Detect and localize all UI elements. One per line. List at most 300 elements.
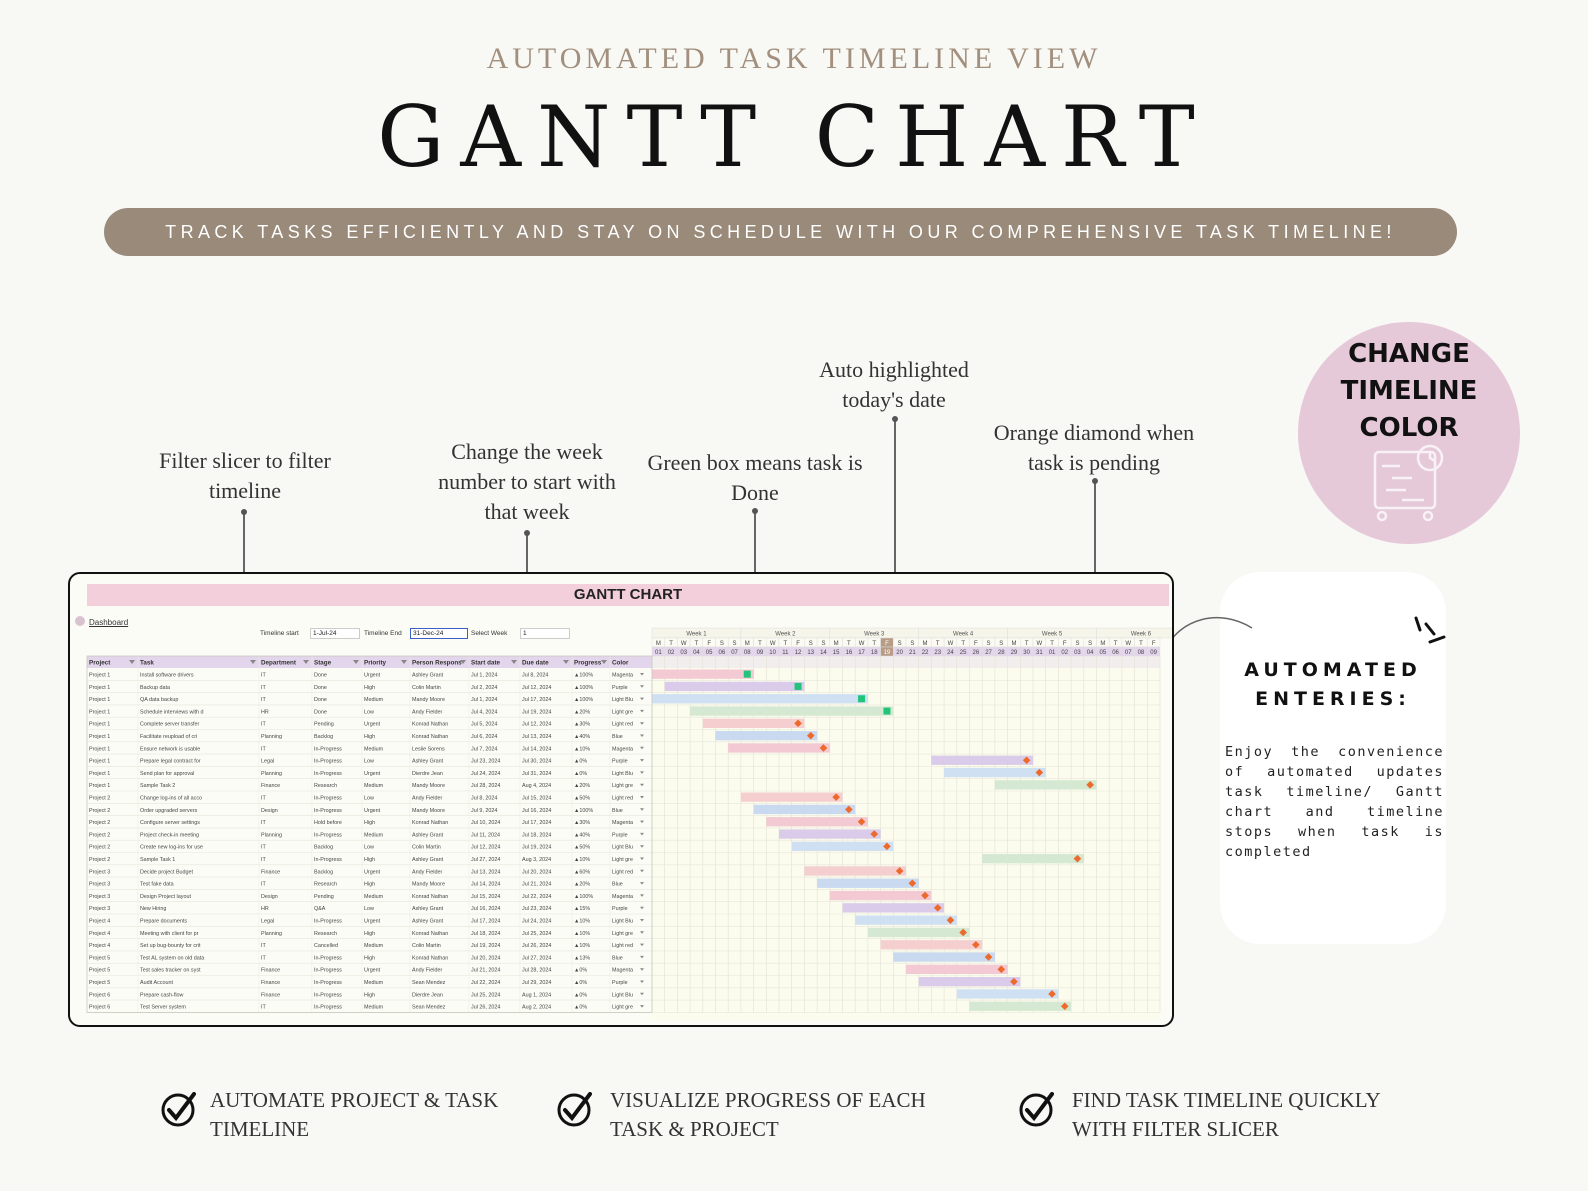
title-line: AUTOMATED [1244,659,1422,681]
table-cell: Medium [364,980,384,986]
table-cell: Project 5 [89,980,111,986]
check-circle-icon [556,1092,592,1128]
gantt-bar [665,682,805,691]
table-cell: ▲20% [574,783,591,790]
gantt-bar [690,706,893,715]
table-cell: ▲100% [574,672,594,679]
timeline-start-label: Timeline start [260,630,299,637]
day-letter: F [707,641,711,647]
day-number: 25 [959,650,967,656]
table-cell: Light Blu [612,770,633,777]
table-cell: Konrad Nathan [412,734,449,740]
table-cell: Low [364,758,374,765]
table-cell: High [364,734,376,740]
table-cell: Light gre [612,783,633,790]
page-title: GANTT CHART [377,88,1211,186]
day-letter: W [1036,641,1043,647]
table-cell: Sample Task 1 [140,857,176,863]
table-cell: Complete server transfer [140,721,200,728]
table-cell: Project 1 [89,783,111,790]
table-cell: Project 2 [89,832,111,839]
table-cell: Project 2 [89,795,111,802]
table-cell: Jul 6, 2024 [471,734,498,740]
tagline-banner: TRACK TASKS EFFICIENTLY AND STAY ON SCHEDULE WITH OUR COMPREHENSIVE TASK TIMELINE! [104,208,1457,256]
feature-line: FIND TASK TIMELINE QUICKLY [1072,1088,1381,1112]
day-number: 07 [1124,650,1132,656]
table-cell: Purple [612,906,628,913]
table-cell: Ashley Grant [412,918,444,925]
table-cell: Hold before [314,820,342,827]
table-cell: Blue [612,881,623,888]
day-number: 14 [820,650,827,656]
table-cell: IT [261,795,266,802]
select-week-label: Select Week [471,630,508,637]
table-cell: Finance [261,992,281,999]
day-letter: T [872,641,877,647]
table-cell: Andy Fielder [412,795,443,802]
select-week-field[interactable]: 1 [520,628,570,639]
callout-green-box: Green box means task is Done [647,450,863,505]
table-cell: Finance [261,869,281,876]
day-letter: T [935,641,940,647]
table-cell: Magenta [612,820,633,827]
day-number: 02 [667,650,675,656]
table-cell: Light gre [612,930,633,937]
gantt-bar [919,977,1021,986]
table-cell: Ensure network is usable [140,746,201,753]
color-dropdown-icon [640,931,644,934]
table-cell: Light red [612,869,633,876]
callout-change-week: Change the week number to start with that week [438,439,616,524]
table-cell: Pending [314,893,334,900]
callout-dot [752,508,758,514]
gantt-bar [652,694,868,703]
color-dropdown-icon [640,821,644,824]
day-number: 02 [1061,650,1069,656]
gantt-bar [830,891,932,900]
week-label: Week 6 [1130,631,1152,638]
day-number: 04 [693,650,700,656]
color-dropdown-icon [640,673,644,676]
table-cell: Backlog [314,734,334,740]
day-letter: T [783,641,788,647]
table-cell: ▲0% [574,967,588,974]
gantt-bar [754,805,856,814]
table-cell: ▲100% [574,697,594,704]
table-cell: Project 6 [89,992,111,999]
table-cell: ▲0% [574,980,588,986]
table-cell: Planning [261,770,282,777]
table-cell: ▲40% [574,734,591,740]
table-cell: Done [314,672,327,679]
table-cell: Jul 8, 2024 [471,795,498,802]
day-letter: S [1088,641,1093,647]
table-cell: Medium [364,697,384,704]
table-cell: Jul 1, 2024 [471,697,498,704]
day-letter: F [796,641,800,647]
table-cell: ▲0% [574,992,588,999]
day-number: 05 [705,650,713,656]
table-cell: Done [314,697,327,704]
column-header: Due date [522,659,549,667]
gantt-bar [970,1002,1072,1011]
day-number: 19 [883,650,891,656]
dashboard-link[interactable]: Dashboard [89,618,129,627]
table-cell: ▲30% [574,820,591,827]
connector-arc [1160,608,1260,654]
gantt-board-icon [1372,444,1448,524]
color-dropdown-icon [640,993,644,996]
table-cell: Audit Account [140,980,173,986]
table-cell: Design [261,807,278,814]
table-cell: High [364,992,376,999]
table-cell: In-Progress [314,967,342,974]
table-cell: ▲10% [574,930,591,937]
table-cell: Project 1 [89,721,111,728]
day-letter: M [833,641,839,647]
day-number: 05 [1099,650,1107,656]
table-cell: Set up bug-bounty for crit [140,943,201,950]
day-number: 21 [909,650,916,656]
table-cell: Prepare cash-flow [140,992,184,999]
table-cell: Konrad Nathan [412,930,449,937]
callout-filter-slicer: Filter slicer to filter timeline [159,448,331,503]
column-header: Person Respons [412,659,462,667]
color-dropdown-icon [640,968,644,971]
table-cell: IT [261,857,266,863]
table-cell: Project 1 [89,672,111,679]
table-cell: Backlog [314,869,334,876]
column-header: Project [89,659,111,667]
column-header: Department [261,659,296,667]
done-marker [795,683,802,690]
table-cell: Blue [612,955,623,962]
table-cell: Ashley Grant [412,758,444,765]
table-cell: Jul 28, 2024 [522,967,552,974]
day-letter: F [974,641,978,647]
day-letter: M [1011,641,1017,647]
table-cell: Andy Fielder [412,709,443,716]
table-cell: Urgent [364,869,381,876]
table-cell: ▲30% [574,721,591,728]
column-header: Start date [471,659,501,667]
table-cell: Jul 21, 2024 [522,881,552,888]
table-cell: HR [261,709,269,716]
table-cell: Light gre [612,709,633,716]
table-cell: Aug 3, 2024 [522,857,552,863]
change-color-label: CHANGE [1348,339,1470,369]
table-cell: Light Blu [612,992,633,999]
gantt-bar [957,989,1059,998]
table-cell: ▲0% [574,770,588,777]
table-cell: Jul 30, 2024 [522,758,552,765]
sparkle-icon [1412,616,1446,648]
day-letter: S [808,641,813,647]
day-letter: W [680,641,687,647]
table-cell: ▲10% [574,857,591,863]
table-cell: High [364,857,376,863]
table-cell: Ashley Grant [412,857,444,863]
table-cell: Cancelled [314,943,338,950]
table-cell: Project 3 [89,893,111,900]
table-cell: Colin Martin [412,844,441,851]
table-cell: Jul 19, 2024 [471,943,501,950]
table-cell: Jul 1, 2024 [471,672,498,679]
table-cell: Jul 25, 2024 [471,992,501,999]
table-cell: Jul 13, 2024 [522,734,552,740]
day-number: 23 [934,650,942,656]
table-cell: Jul 16, 2024 [471,906,501,913]
table-cell: Planning [261,832,282,839]
gantt-spreadsheet [68,572,1174,1027]
table-cell: Colin Martin [412,684,441,691]
gantt-bar [843,903,945,912]
table-cell: Medium [364,832,384,839]
table-cell: Mandy Moore [412,697,445,704]
table-cell: Project 1 [89,770,111,777]
table-cell: Ashley Grant [412,906,444,913]
table-cell: Light red [612,795,633,802]
table-cell: Jul 7, 2024 [471,746,498,753]
table-cell: Urgent [364,721,381,728]
color-dropdown-icon [640,685,644,688]
table-cell: Design [261,893,278,900]
table-cell: ▲10% [574,918,591,925]
table-cell: Jul 15, 2024 [522,795,552,802]
table-cell: IT [261,955,266,962]
table-cell: Jul 11, 2024 [471,832,500,839]
table-cell: Jul 19, 2024 [522,844,552,851]
table-cell: Jul 2, 2024 [471,684,498,691]
table-cell: Jul 17, 2024 [522,697,552,704]
table-cell: Andy Fielder [412,869,443,876]
day-letter: W [947,641,954,647]
table-cell: Done [314,709,327,716]
table-cell: Test fake data [140,881,174,888]
table-cell: Research [314,930,338,937]
table-cell: Sample Task 2 [140,783,176,790]
color-dropdown-icon [640,858,644,861]
change-color-badge [1298,322,1520,544]
title-line: ENTERIES: [1255,688,1411,710]
page-subtitle: AUTOMATED TASK TIMELINE VIEW [486,42,1102,75]
table-cell: Jul 19, 2024 [522,709,552,716]
table-cell: Light gre [612,857,633,863]
column-header: Color [612,659,629,667]
day-number: 31 [1036,650,1043,656]
table-cell: Jul 15, 2024 [471,893,501,900]
table-cell: ▲20% [574,881,591,888]
day-letter: M [922,641,928,647]
timeline-end-label: Timeline End [364,630,402,637]
day-letter: M [655,641,661,647]
table-cell: Purple [612,684,628,691]
gantt-bar [817,879,919,888]
table-cell: Decide project Budget [140,869,194,876]
table-cell: Light Blu [612,697,633,704]
table-cell: Backup data [140,684,170,691]
table-cell: Project 3 [89,881,111,888]
table-cell: Aug 4, 2024 [522,783,552,790]
table-cell: Schedule interviews with d [140,709,204,716]
table-cell: In-Progress [314,770,342,777]
table-cell: IT [261,684,266,691]
table-cell: In-Progress [314,980,342,986]
column-header: Priority [364,659,387,667]
table-cell: Ashley Grant [412,832,444,839]
color-dropdown-icon [640,833,644,836]
table-cell: Mandy Moore [412,807,445,814]
table-cell: ▲0% [574,1004,588,1011]
day-letter: F [1151,641,1156,647]
week-label: Week 5 [1041,631,1063,638]
day-number: 16 [845,650,853,656]
table-cell: High [364,881,376,888]
day-letter: T [1050,641,1054,647]
day-letter: W [1125,641,1132,647]
table-cell: Test AL system on old data [140,955,205,962]
table-cell: Jul 10, 2024 [471,820,501,827]
table-cell: Jul 14, 2024 [471,881,501,888]
table-cell: Project 1 [89,684,111,691]
gantt-bar [652,670,754,679]
day-letter: S [732,641,737,647]
day-letter: S [999,641,1004,647]
table-cell: Jul 17, 2024 [522,820,552,827]
table-cell: Project 2 [89,820,111,827]
gantt-bar [792,842,894,851]
table-cell: Medium [364,746,384,753]
table-cell: Light Blu [612,844,633,851]
table-cell: Change log-ins of all acco [140,795,203,802]
table-cell: ▲15% [574,906,591,913]
color-dropdown-icon [640,698,644,701]
day-number: 06 [718,650,726,656]
table-cell: Prepare legal contract for [140,758,201,765]
table-cell: IT [261,672,266,679]
table-cell: Send plan for approval [140,770,195,777]
table-cell: Done [314,684,327,691]
color-dropdown-icon [640,735,644,738]
table-cell: Jul 22, 2024 [471,980,501,986]
day-number: 04 [1086,650,1094,656]
table-cell: Purple [612,832,628,839]
table-cell: Project 2 [89,807,111,814]
day-letter: T [1139,641,1143,647]
table-cell: Planning [261,930,282,937]
gantt-grid [70,574,1174,1027]
table-cell: Install software drivers [140,672,194,679]
table-cell: Project 4 [89,943,111,950]
automated-entries-body: Enjoy the convenience of automated updates task timeline/ Gantt chart and timeline stops when task is completed [1225,744,1444,860]
feature-line: TIMELINE [210,1117,310,1141]
table-cell: Sean Mendez [412,980,446,986]
table-cell: Magenta [612,672,633,679]
table-cell: ▲100% [574,684,594,691]
table-cell: ▲20% [574,709,591,716]
table-cell: Jul 12, 2024 [522,721,552,728]
table-cell: New Hiring [140,906,167,913]
table-cell: IT [261,721,266,728]
table-cell: In-Progress [314,1004,342,1011]
callout-dot [892,416,898,422]
day-number: 01 [655,650,662,656]
day-letter: T [1113,641,1118,647]
timeline-end-field[interactable]: 31-Dec-24 [410,628,468,639]
timeline-start-field[interactable]: 1-Jul-24 [310,628,360,639]
table-cell: Project 6 [89,1004,111,1011]
week-label: Week 1 [686,631,707,638]
table-cell: Jul 16, 2024 [522,807,552,814]
table-cell: High [364,955,376,962]
table-cell: Konrad Nathan [412,955,449,962]
feature-line: VISUALIZE PROGRESS OF EACH [610,1088,926,1112]
gantt-bar [741,793,843,802]
table-cell: IT [261,844,266,851]
table-cell: Backlog [314,844,334,851]
table-cell: Jul 27, 2024 [522,955,552,962]
table-cell: ▲60% [574,869,591,876]
column-header: Stage [314,659,332,667]
table-cell: Prepare documents [140,918,188,925]
day-number: 03 [1074,650,1081,656]
table-cell: Aug 1, 2024 [522,992,552,999]
table-cell: Urgent [364,918,381,925]
table-cell: Andy Fielder [412,967,443,974]
gantt-bar [944,768,1046,777]
table-cell: Create new log-ins for use [140,844,203,851]
table-cell: Jul 20, 2024 [471,955,501,962]
day-letter: T [961,641,965,647]
gantt-bar [868,928,970,937]
gantt-bar [728,743,830,752]
table-cell: Light red [612,943,633,950]
gantt-bar [804,866,906,875]
column-header: Progress [574,659,602,667]
table-cell: IT [261,697,266,704]
day-number: 11 [782,650,789,656]
callout-today: Auto highlighted today's date [819,357,969,412]
color-dropdown-icon [640,870,644,873]
day-letter: W [858,641,865,647]
table-cell: Medium [364,943,384,950]
done-marker [744,671,751,678]
table-cell: Jul 21, 2024 [471,967,501,974]
gantt-bar [982,854,1084,863]
table-cell: Project 2 [89,844,111,851]
automated-entries-title [1220,656,1446,714]
table-cell: In-Progress [314,807,342,814]
feature-line: TASK & PROJECT [610,1117,779,1141]
table-cell: Purple [612,758,628,765]
table-cell: QA data backup [140,697,179,704]
table-cell: ▲10% [574,943,591,950]
day-number: 24 [947,650,954,656]
table-cell: Project 1 [89,746,111,753]
table-cell: IT [261,820,266,827]
table-cell: Jul 24, 2024 [522,918,552,925]
week-label: Week 4 [953,631,974,638]
table-cell: Jul 23, 2024 [471,758,501,765]
table-cell: ▲100% [574,893,594,900]
color-dropdown-icon [640,808,644,811]
table-cell: Konrad Nathan [412,721,449,728]
table-cell: Test sales tracker on syst [140,967,201,974]
day-number: 08 [1137,650,1145,656]
day-number: 08 [743,650,751,656]
table-cell: Jul 12, 2024 [522,684,552,691]
day-letter: S [986,641,991,647]
